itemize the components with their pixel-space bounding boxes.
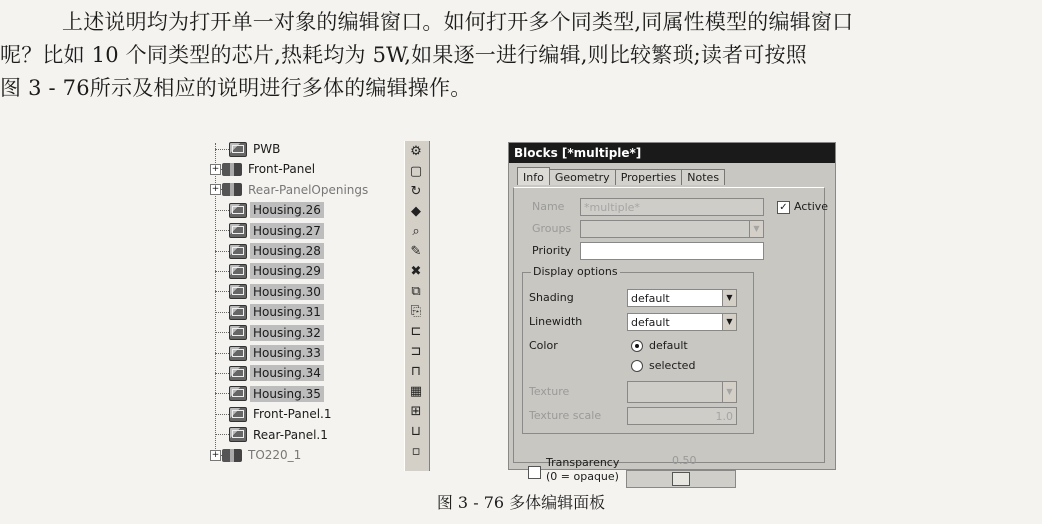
tree-item[interactable] xyxy=(200,221,324,241)
tree-item[interactable] xyxy=(200,159,318,179)
priority-label: Priority xyxy=(532,244,572,257)
texture-scale-label: Texture scale xyxy=(529,409,602,422)
name-input[interactable]: *multiple* xyxy=(580,198,764,216)
object-toolbar xyxy=(404,141,430,471)
paste-icon[interactable]: ⎘ xyxy=(410,304,422,319)
figure-3-76 xyxy=(190,133,838,483)
block-icon xyxy=(229,264,247,279)
linewidth-label: Linewidth xyxy=(529,315,583,328)
tree-item-label: PWB xyxy=(253,142,281,156)
shading-value: default xyxy=(631,292,670,305)
transparency-label: Transparency xyxy=(546,456,620,469)
tree-item[interactable] xyxy=(200,323,324,343)
priority-input[interactable] xyxy=(580,242,764,260)
tree-item[interactable] xyxy=(200,261,324,281)
transparency-slider[interactable] xyxy=(626,470,736,488)
align-center-icon[interactable]: ⊞ xyxy=(410,404,422,419)
tab-notes[interactable]: Notes xyxy=(681,169,725,185)
align-right-icon[interactable]: ⊐ xyxy=(410,344,422,359)
tree-item-label: TO220_1 xyxy=(248,448,302,462)
cube-icon[interactable]: ◆ xyxy=(411,204,421,219)
tree-item[interactable] xyxy=(200,200,324,220)
model-tree xyxy=(200,139,390,469)
display-options-group xyxy=(522,265,754,434)
block-icon xyxy=(229,223,247,238)
tree-item[interactable] xyxy=(200,180,371,200)
tree-item-label: Housing.26 xyxy=(250,202,324,218)
tree-item[interactable] xyxy=(200,139,283,159)
chevron-down-icon[interactable]: ▼ xyxy=(749,221,763,237)
slider-handle[interactable] xyxy=(672,472,690,486)
tree-item-label: Housing.35 xyxy=(250,386,324,402)
board-icon xyxy=(229,142,247,157)
linewidth-dropdown[interactable] xyxy=(627,313,737,331)
groups-dropdown[interactable] xyxy=(580,220,764,238)
tree-item-label: Front-Panel xyxy=(248,162,316,177)
tree-item[interactable] xyxy=(200,425,331,445)
align-bottom-icon[interactable]: ⊔ xyxy=(410,424,422,439)
paragraph-line-3: 图 3 - 76所示及相应的说明进行多体的编辑操作。 xyxy=(0,76,472,100)
expand-icon[interactable]: + xyxy=(211,184,220,195)
assembly-icon xyxy=(222,449,242,462)
block-icon xyxy=(229,305,247,320)
delete-icon[interactable]: ✖ xyxy=(410,264,422,279)
figure-caption: 图 3 - 76 多体编辑面板 xyxy=(436,493,606,512)
transparency-value: 0.50 xyxy=(672,454,697,467)
texture-dropdown[interactable] xyxy=(627,381,737,403)
dialog-tabs xyxy=(517,169,724,185)
transparency-checkbox[interactable] xyxy=(528,466,541,479)
assembly-icon xyxy=(222,163,242,176)
color-label: Color xyxy=(529,339,558,352)
expand-icon[interactable]: + xyxy=(211,163,220,174)
tree-item-label: Housing.27 xyxy=(250,223,324,239)
expand-icon[interactable]: + xyxy=(211,449,220,460)
blocks-edit-dialog xyxy=(508,142,836,483)
color-default-label: default xyxy=(649,339,688,352)
shading-label: Shading xyxy=(529,291,574,304)
tree-item-label: Front-Panel.1 xyxy=(253,407,332,422)
tree-item[interactable] xyxy=(200,363,324,383)
texture-scale-input[interactable]: 1.0 xyxy=(627,407,737,425)
tree-item-label: Rear-Panel.1 xyxy=(253,427,328,442)
more-icon[interactable]: ▫ xyxy=(411,444,421,459)
color-selected-label: selected xyxy=(649,359,696,372)
block-icon xyxy=(229,407,247,422)
block-icon xyxy=(229,244,247,259)
tab-info[interactable]: Info xyxy=(517,167,550,185)
rotate-icon[interactable]: ↻ xyxy=(410,184,422,199)
transparency-sub-label: (0 = opaque) xyxy=(546,470,619,483)
tree-item-label: Housing.30 xyxy=(250,284,324,300)
tree-item[interactable] xyxy=(200,343,324,363)
tree-item[interactable] xyxy=(200,282,324,302)
assembly-icon xyxy=(222,183,242,196)
edit-icon[interactable]: ✎ xyxy=(410,244,422,259)
body-paragraph xyxy=(0,6,1036,105)
tree-item-label: Housing.28 xyxy=(250,243,324,259)
tab-properties[interactable]: Properties xyxy=(615,169,683,185)
texture-label: Texture xyxy=(529,385,570,398)
chevron-down-icon[interactable]: ▼ xyxy=(722,314,736,330)
settings-icon[interactable]: ⚙ xyxy=(410,144,422,159)
chevron-down-icon[interactable]: ▼ xyxy=(722,290,736,306)
chevron-down-icon[interactable]: ▼ xyxy=(722,382,736,402)
dialog-title: Blocks [*multiple*] xyxy=(509,143,835,163)
info-tab-body xyxy=(513,187,829,483)
find-icon[interactable]: ⌕ xyxy=(412,224,420,239)
align-top-icon[interactable]: ⊓ xyxy=(410,364,422,379)
block-icon xyxy=(229,386,247,401)
block-icon xyxy=(229,325,247,340)
tab-geometry[interactable]: Geometry xyxy=(549,169,616,185)
block-icon xyxy=(229,203,247,218)
tree-item-label: Rear-PanelOpenings xyxy=(248,182,369,197)
tree-item[interactable] xyxy=(200,302,324,322)
tree-item[interactable] xyxy=(200,445,304,465)
color-default-radio[interactable] xyxy=(631,340,643,352)
copy-icon[interactable]: ⧉ xyxy=(411,284,421,299)
rectangle-icon[interactable]: ▢ xyxy=(409,164,423,179)
tree-item[interactable] xyxy=(200,241,324,261)
align-grid-icon[interactable]: ▦ xyxy=(409,384,423,399)
shading-dropdown[interactable] xyxy=(627,289,737,307)
paragraph-line-2: 呢？比如 10 个同类型的芯片,热耗均为 5W,如果逐一进行编辑,则比较繁琐;读者可按照 xyxy=(0,43,807,67)
block-icon xyxy=(229,346,247,361)
tree-item-label: Housing.32 xyxy=(250,325,324,341)
block-icon xyxy=(229,366,247,381)
block-icon xyxy=(229,284,247,299)
display-options-title: Display options xyxy=(533,265,618,278)
name-label: Name xyxy=(532,200,565,213)
align-left-icon[interactable]: ⊏ xyxy=(410,324,422,339)
paragraph-line-1: 上述说明均为打开单一对象的编辑窗口。如何打开多个同类型,同属性模型的编辑窗口 xyxy=(62,10,854,34)
tree-item-label: Housing.33 xyxy=(250,345,324,361)
tree-item[interactable] xyxy=(200,384,324,404)
tree-item[interactable] xyxy=(200,404,335,424)
block-icon xyxy=(229,427,247,442)
color-selected-radio[interactable] xyxy=(631,360,643,372)
tree-item-label: Housing.31 xyxy=(250,304,324,320)
tree-item-label: Housing.34 xyxy=(250,365,324,381)
tree-item-label: Housing.29 xyxy=(250,263,324,279)
linewidth-value: default xyxy=(631,316,670,329)
groups-label: Groups xyxy=(532,222,572,235)
active-checkbox[interactable]: ✓ xyxy=(777,201,790,214)
active-label: Active xyxy=(794,200,829,213)
